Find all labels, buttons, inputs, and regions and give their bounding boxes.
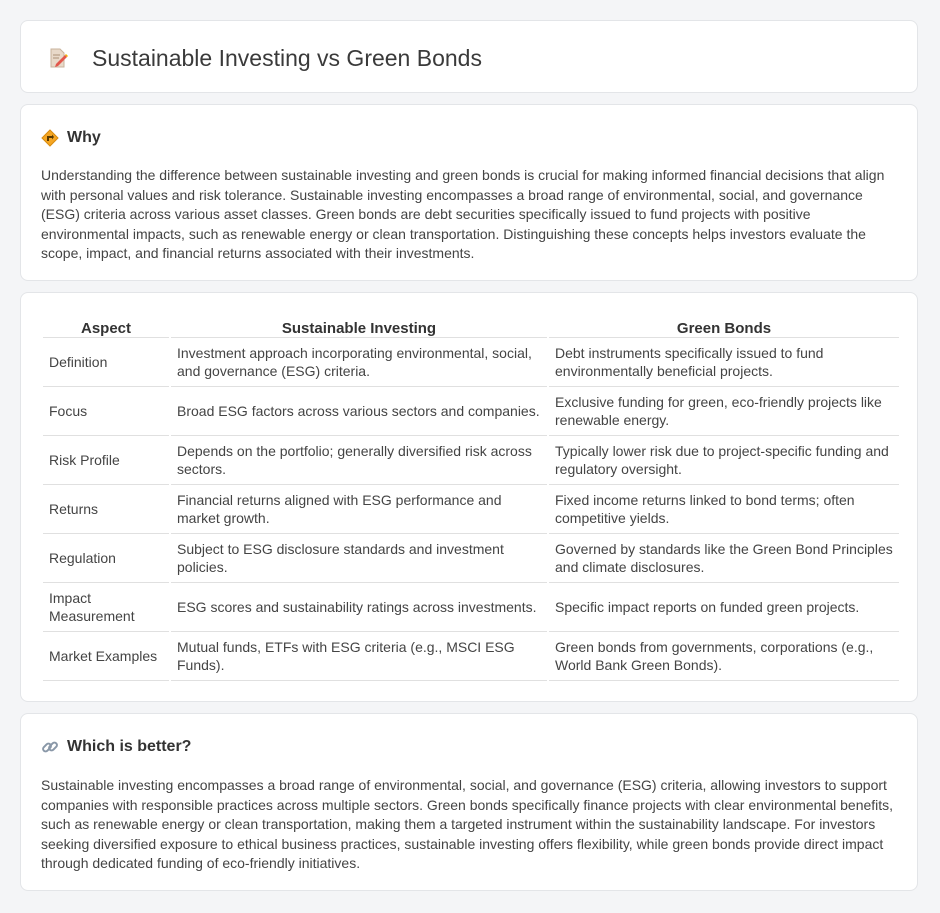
sustainable-cell: Mutual funds, ETFs with ESG criteria (e.g., MSCI ESG Funds). xyxy=(171,632,547,681)
aspect-cell: Impact Measurement xyxy=(43,583,169,632)
better-body: Sustainable investing encompasses a broad range of environmental, social, and governance (ESG) criteria, allowing investors to support companies with responsible practices across multiple sectors. Green bonds specifically finance projects with clear environmental benefits, such as renewable energy or clean transportation, making them a targeted instrument within the sustainability landscape. For investors seeking diversified exposure to ethical business practices, sustainable investing offers flexibility, while green bonds provide direct impact through dedicated funding of eco-friendly initiatives. xyxy=(41,777,894,871)
edit-document-icon xyxy=(47,47,69,69)
comparison-table xyxy=(41,316,901,681)
column-header: Aspect xyxy=(43,316,169,338)
sustainable-cell: Depends on the portfolio; generally diversified risk across sectors. xyxy=(171,436,547,485)
sustainable-cell: Broad ESG factors across various sectors and companies. xyxy=(171,387,547,436)
why-body: Understanding the difference between sustainable investing and green bonds is crucial for making informed financial decisions that align with personal values and risk tolerance. Sustainable investing encompasses a broad range of environmental, social, and governance (ESG) criteria across various asset classes. Green bonds are debt securities specifically issued to fund projects with positive environmental impacts, such as renewable energy or clean transportation. Distinguishing these concepts helps investors evaluate the scope, impact, and financial returns associated with their investments. xyxy=(41,167,885,261)
title-card xyxy=(20,20,918,93)
table-header-row xyxy=(43,316,899,338)
why-section xyxy=(20,104,918,281)
which-is-better-section xyxy=(20,713,918,891)
comparison-section xyxy=(20,292,918,702)
green-bonds-cell: Typically lower risk due to project-specific funding and regulatory oversight. xyxy=(549,436,899,485)
aspect-cell: Returns xyxy=(43,485,169,534)
sustainable-cell: Investment approach incorporating environmental, social, and governance (ESG) criteria. xyxy=(171,338,547,387)
why-heading: Why xyxy=(67,129,101,146)
green-bonds-cell: Green bonds from governments, corporations (e.g., World Bank Green Bonds). xyxy=(549,632,899,681)
aspect-cell: Definition xyxy=(43,338,169,387)
table-row xyxy=(43,583,899,632)
column-header: Sustainable Investing xyxy=(171,316,547,338)
link-icon xyxy=(41,738,59,756)
aspect-cell: Risk Profile xyxy=(43,436,169,485)
aspect-cell: Focus xyxy=(43,387,169,436)
table-row xyxy=(43,534,899,583)
green-bonds-cell: Specific impact reports on funded green projects. xyxy=(549,583,899,632)
better-heading: Which is better? xyxy=(67,738,192,755)
green-bonds-cell: Debt instruments specifically issued to fund environmentally beneficial projects. xyxy=(549,338,899,387)
table-row xyxy=(43,387,899,436)
diamond-sign-icon xyxy=(41,129,59,147)
page-title: Sustainable Investing vs Green Bonds xyxy=(92,45,482,71)
why-header xyxy=(41,127,101,149)
table-row xyxy=(43,338,899,387)
better-header xyxy=(41,736,191,758)
table-row xyxy=(43,436,899,485)
aspect-cell: Market Examples xyxy=(43,632,169,681)
sustainable-cell: Subject to ESG disclosure standards and investment policies. xyxy=(171,534,547,583)
aspect-cell: Regulation xyxy=(43,534,169,583)
table-row xyxy=(43,485,899,534)
green-bonds-cell: Fixed income returns linked to bond terms; often competitive yields. xyxy=(549,485,899,534)
sustainable-cell: ESG scores and sustainability ratings across investments. xyxy=(171,583,547,632)
sustainable-cell: Financial returns aligned with ESG performance and market growth. xyxy=(171,485,547,534)
green-bonds-cell: Governed by standards like the Green Bond Principles and climate disclosures. xyxy=(549,534,899,583)
green-bonds-cell: Exclusive funding for green, eco-friendly projects like renewable energy. xyxy=(549,387,899,436)
table-row xyxy=(43,632,899,681)
column-header: Green Bonds xyxy=(549,316,899,338)
